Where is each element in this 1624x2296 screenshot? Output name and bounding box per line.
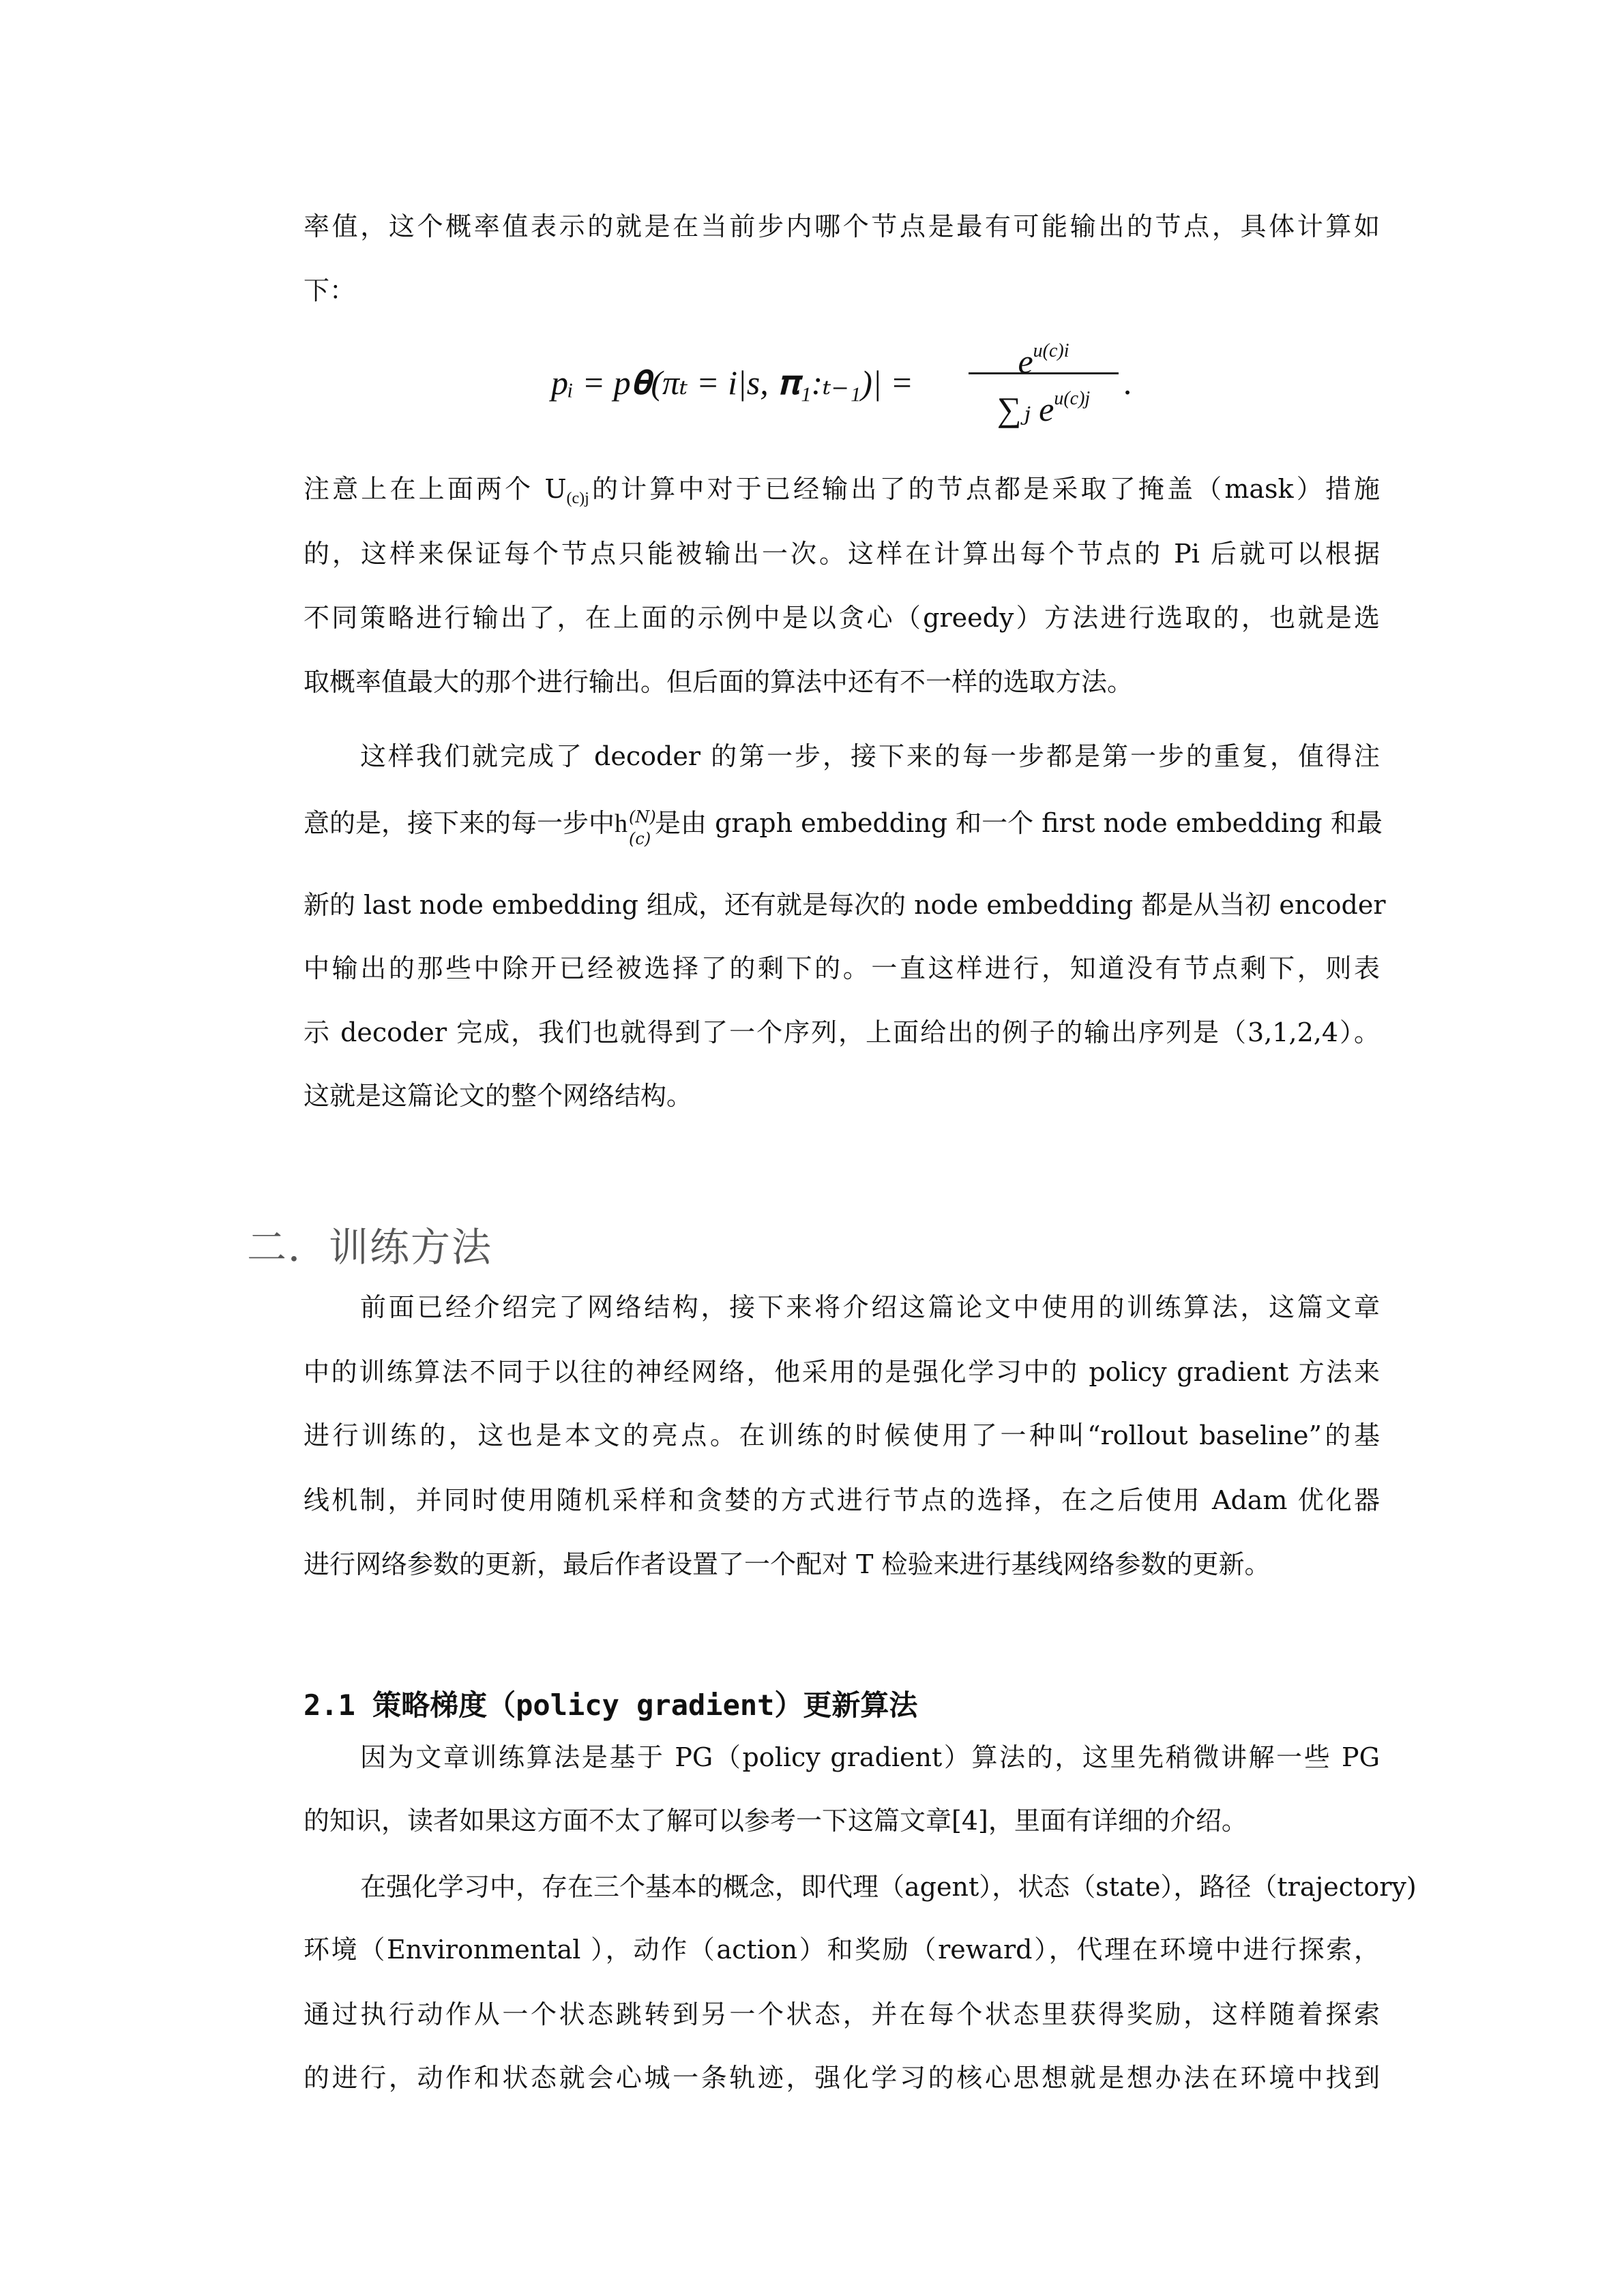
formula-numerator: $e^{u(c)i}$ — [1018, 340, 1069, 381]
probability-formula — [546, 327, 1160, 436]
paragraph-line: 下： — [304, 275, 356, 305]
paragraph-line: 新的 last node embedding 组成，还有就是每次的 node embedding 都是从当初 encoder — [304, 890, 1386, 920]
fraction-bar — [969, 372, 1119, 374]
math-symbol-h: h — [615, 809, 628, 838]
subscript: (c)j — [566, 490, 589, 507]
section-heading: 二．训练方法 — [247, 1224, 493, 1270]
paragraph-line: 中的训练算法不同于以往的神经网络，他采用的是强化学习中的 policy gradient 方法来 — [304, 1357, 1380, 1387]
paragraph-line: 率值，这个概率值表示的就是在当前步内哪个节点是最有可能输出的节点，具体计算如 — [304, 211, 1380, 241]
paragraph-line: 线机制，并同时使用随机采样和贪婪的方式进行节点的选择，在之后使用 Adam 优化器 — [304, 1485, 1380, 1515]
paragraph-line: 的，这样来保证每个节点只能被输出一次。这样在计算出每个节点的 Pi 后就可以根据 — [304, 539, 1380, 569]
paragraph-line: 进行网络参数的更新，最后作者设置了一个配对 T 检验来进行基线网络参数的更新。 — [304, 1549, 1271, 1579]
paragraph-line: 中输出的那些中除开已经被选择了的剩下的。一直这样进行，知道没有节点剩下，则表 — [304, 953, 1380, 983]
formula-period: . — [1124, 363, 1133, 402]
paragraph-line: 的知识，读者如果这方面不太了解可以参考一下这篇文章[4]，里面有详细的介绍。 — [304, 1806, 1247, 1836]
paragraph-line: 示 decoder 完成，我们也就得到了一个序列，上面给出的例子的输出序列是（3,1,2,4）。 — [304, 1017, 1380, 1047]
formula-denominator: ∑ⱼ $e^{u(c)j}$ — [996, 388, 1091, 428]
paragraph-line: 在强化学习中，存在三个基本的概念，即代理（agent），状态（state），路径（trajectory) — [360, 1872, 1417, 1902]
paragraph-line: 这样我们就完成了 decoder 的第一步，接下来的每一步都是第一步的重复，值得注 — [360, 741, 1380, 771]
paragraph-line: 取概率值最大的那个进行输出。但后面的算法中还有不一样的选取方法。 — [304, 667, 1134, 697]
paragraph-line: 意的是，接下来的每一步中h (N) (c) 是由 graph embedding 和一个 first node embedding 和最 — [304, 807, 1383, 848]
paragraph-line: 这就是这篇论文的整个网络结构。 — [304, 1081, 693, 1111]
paragraph-line: 通过执行动作从一个状态跳转到另一个状态，并在每个状态里获得奖励，这样随着探索 — [304, 1999, 1380, 2029]
paragraph-line: 因为文章训练算法是基于 PG（policy gradient）算法的，这里先稍微讲解一些 PG — [360, 1742, 1380, 1772]
paragraph-line: 不同策略进行输出了，在上面的示例中是以贪心（greedy）方法进行选取的，也就是选 — [304, 603, 1380, 633]
paragraph-line: 注意上在上面两个 $U_{(c)j}$的计算中对于已经输出了的节点都是采取了掩盖（mask）措施 — [304, 474, 1380, 507]
formula-fraction — [969, 327, 1119, 426]
formula-lhs: pᵢ = p𝛉(πₜ = i|s, 𝛑₁:ₜ₋₁)| = — [551, 363, 913, 402]
paragraph-line: 的进行，动作和状态就会心城一条轨迹，强化学习的核心思想就是想办法在环境中找到 — [304, 2063, 1380, 2093]
paragraph-line: 进行训练的，这也是本文的亮点。在训练的时候使用了一种叫“rollout baseline”的基 — [304, 1420, 1380, 1450]
subsection-heading: 2.1 策略梯度（policy gradient）更新算法 — [304, 1688, 918, 1722]
paragraph-line: 前面已经介绍完了网络结构，接下来将介绍这篇论文中使用的训练算法，这篇文章 — [360, 1292, 1380, 1322]
paragraph-line: 环境（Environmental ），动作（action）和奖励（reward），代理在环境中进行探索， — [304, 1935, 1380, 1965]
